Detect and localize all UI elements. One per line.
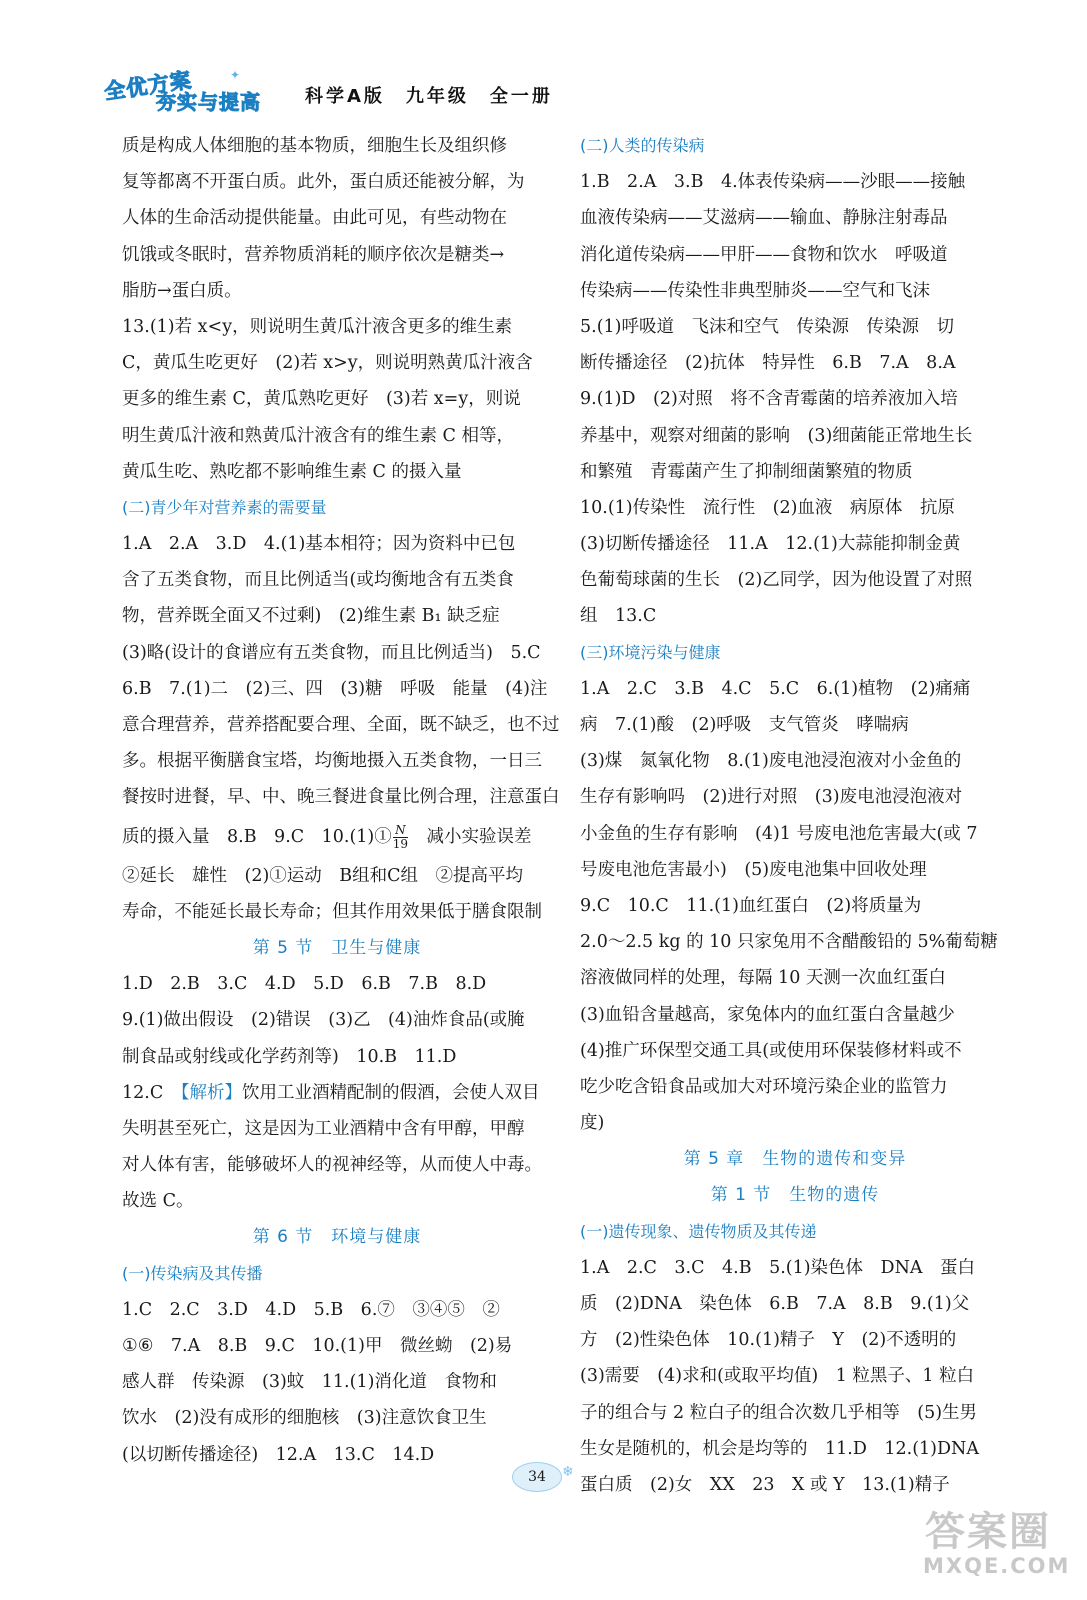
- fraction: [393, 824, 408, 851]
- answer-line: 病 7.(1)酸 (2)呼吸 支气管炎 哮喘病: [580, 715, 909, 735]
- answer-text: 12.C: [122, 1082, 181, 1103]
- answer-line: 组 13.C: [580, 606, 657, 627]
- answer-line: 方 (2)性染色体 10.(1)精子 Y (2)不透明的: [580, 1330, 957, 1351]
- watermark-title: 答案圈: [925, 1509, 1051, 1555]
- answer-text: 饮用工业酒精配制的假酒，会使人双目: [241, 1082, 540, 1103]
- answer-line: 9.(1)D (2)对照 将不含青霉菌的培养液加入培: [580, 389, 958, 410]
- answer-line: 度): [580, 1113, 605, 1134]
- watermark-url: MXQE.COM: [923, 1554, 1071, 1578]
- logo-sparkle-icon: ✦: [230, 68, 241, 82]
- answer-line: 明生黄瓜汁液和熟黄瓜汁液含有的维生素 C 相等，: [122, 425, 515, 446]
- answer-line: 餐按时进餐，早、中、晚三餐进食量比例合理，注意蛋白: [122, 787, 560, 808]
- answer-line: 传染病——传染性非典型肺炎——空气和飞沫: [580, 280, 930, 301]
- logo-line2: 夯实与提高: [156, 90, 261, 114]
- answer-line: 号废电池危害最小) (5)废电池集中回收处理: [580, 859, 927, 880]
- section-heading: (二)人类的传染病: [580, 136, 705, 155]
- answer-line: 含了五类食物，而且比例适当(或均衡地含有五类食: [122, 570, 514, 591]
- answer-line: 血液传染病——艾滋病——输血、静脉注射毒品: [580, 208, 948, 229]
- answer-line: 物，营养既全面又不过剩) (2)维生素 B₁ 缺乏症: [122, 606, 500, 627]
- answer-line: (3)切断传播途径 11.A 12.(1)大蒜能抑制金黄: [580, 534, 961, 555]
- book-subject: 科学A版 九年级 全一册: [305, 86, 553, 107]
- answer-line: 多。根据平衡膳食宝塔，均衡地摄入五类食物，一日三: [122, 751, 542, 772]
- answer-line: 断传播途径 (2)抗体 特异性 6.B 7.A 8.A: [580, 353, 956, 374]
- answer-line: 13.(1)若 x<y，则说明生黄瓜汁液含更多的维生素: [122, 316, 513, 337]
- answer-line: 5.(1)呼吸道 飞沫和空气 传染源 传染源 切: [580, 316, 954, 337]
- answer-line: 消化道传染病——甲肝——食物和饮水 呼吸道: [580, 244, 948, 265]
- answer-text: 质的摄入量 8.B 9.C 10.(1)①: [122, 826, 392, 847]
- answer-line: 2.0～2.5 kg 的 10 只家兔用不含醋酸铅的 5%葡萄糖: [580, 932, 998, 953]
- answer-line: 生存有影响吗 (2)进行对照 (3)废电池浸泡液对: [580, 787, 963, 808]
- answer-line: 1.D 2.B 3.C 4.D 5.D 6.B 7.B 8.D: [122, 974, 487, 995]
- chapter-title: 第 1 节 生物的遗传: [710, 1185, 880, 1206]
- answer-line: 复等都离不开蛋白质。此外，蛋白质还能被分解，为: [122, 172, 525, 193]
- answer-text: 减小实验误差: [409, 826, 532, 847]
- answer-line: 养基中，观察对细菌的影响 (3)细菌能正常地生长: [580, 425, 973, 446]
- answer-line: 1.A 2.C 3.B 4.C 5.C 6.(1)植物 (2)痛痛: [580, 678, 971, 699]
- page-number: 34: [512, 1462, 562, 1492]
- answer-line: 饮水 (2)没有成形的细胞核 (3)注意饮食卫生: [122, 1408, 487, 1429]
- answer-line: 生女是随机的，机会是均等的 11.D 12.(1)DNA: [580, 1438, 979, 1459]
- answer-line: 10.(1)传染性 流行性 (2)血液 病原体 抗原: [580, 497, 955, 518]
- answer-line: (3)煤 氮氧化物 8.(1)废电池浸泡液对小金鱼的: [580, 751, 962, 772]
- logo-line1: 全优方案: [102, 67, 194, 104]
- section-heading: (二)青少年对营养素的需要量: [122, 497, 327, 517]
- answer-line: 6.B 7.(1)二 (2)三、四 (3)糖 呼吸 能量 (4)注: [122, 678, 548, 699]
- answer-line: 制食品或射线或化学药剂等) 10.B 11.D: [122, 1046, 457, 1067]
- answer-line: 9.C 10.C 11.(1)血红蛋白 (2)将质量为: [580, 895, 922, 916]
- snowflake-icon: ❄: [562, 1464, 574, 1480]
- analysis-tag: 【解析】: [180, 1082, 242, 1103]
- chapter-title: 第 5 章 生物的遗传和变异: [683, 1149, 907, 1170]
- fraction-numerator: N: [393, 824, 408, 838]
- answer-line: [122, 816, 552, 858]
- page-number-badge: [512, 1462, 572, 1492]
- section-heading: (一)遗传现象、遗传物质及其传递: [580, 1221, 817, 1241]
- answer-line: 质 (2)DNA 染色体 6.B 7.A 8.B 9.(1)父: [580, 1294, 970, 1314]
- answer-line: 失明甚至死亡，这是因为工业酒精中含有甲醇，甲醇: [122, 1118, 525, 1139]
- answer-line: 1.A 2.C 3.C 4.B 5.(1)染色体 DNA 蛋白: [580, 1257, 976, 1278]
- answer-line: 吃少吃含铅食品或加大对环境污染企业的监管力: [580, 1076, 948, 1097]
- answer-line: [122, 1075, 552, 1111]
- answer-line: (3)略(设计的食谱应有五类食物，而且比例适当) 5.C: [122, 642, 541, 663]
- answer-line: 寿命，不能延长最长寿命；但其作用效果低于膳食限制: [122, 901, 542, 922]
- answer-line: 子的组合与 2 粒白子的组合次数几乎相等 (5)生男: [580, 1402, 978, 1423]
- answer-line: 9.(1)做出假设 (2)错误 (3)乙 (4)油炸食品(或腌: [122, 1010, 525, 1031]
- answer-line: 溶液做同样的处理，每隔 10 天测一次血红蛋白: [580, 968, 946, 989]
- answer-line: (4)推广环保型交通工具(或使用环保装修材料或不: [580, 1040, 962, 1061]
- answer-line: 故选 C。: [122, 1191, 194, 1212]
- answer-line: 脂肪→蛋白质。: [122, 280, 242, 301]
- answer-line: ①⑥ 7.A 8.B 9.C 10.(1)甲 微丝蚴 (2)易: [122, 1336, 513, 1356]
- chapter-title: 第 6 节 环境与健康: [252, 1227, 422, 1248]
- answer-line: 对人体有害，能够破坏人的视神经等，从而使人中毒。: [122, 1155, 542, 1176]
- watermark: [905, 1500, 1075, 1592]
- answer-line: 意合理营养，营养搭配要合理、全面，既不缺乏，也不过: [122, 715, 560, 735]
- answer-line: 1.B 2.A 3.B 4.体表传染病——沙眼——接触: [580, 172, 966, 193]
- answer-line: 黄瓜生吃、熟吃都不影响维生素 C 的摄入量: [122, 461, 462, 482]
- section-heading: (三)环境污染与健康: [580, 642, 721, 662]
- answer-line: ②延长 雄性 (2)①运动 B组和C组 ②提高平均: [122, 865, 524, 886]
- answer-line: 和繁殖 青霉菌产生了抑制细菌繁殖的物质: [580, 461, 913, 482]
- answer-line: (以切断传播途径) 12.A 13.C 14.D: [122, 1444, 435, 1465]
- section-heading: (一)传染病及其传播: [122, 1263, 263, 1283]
- answer-line: 人体的生命活动提供能量。由此可见，有些动物在: [122, 208, 507, 229]
- answer-line: 质是构成人体细胞的基本物质，细胞生长及组织修: [122, 136, 507, 156]
- answer-line: 小金鱼的生存有影响 (4)1 号废电池危害最大(或 7: [580, 823, 978, 844]
- answer-line: 蛋白质 (2)女 XX 23 X 或 Y 13.(1)精子: [580, 1474, 950, 1495]
- answer-line: 更多的维生素 C，黄瓜熟吃更好 (3)若 x=y，则说: [122, 389, 521, 410]
- answer-line: 饥饿或冬眠时，营养物质消耗的顺序依次是糖类→: [122, 244, 505, 265]
- answer-line: 1.A 2.A 3.D 4.(1)基本相符；因为资料中已包: [122, 534, 516, 555]
- fraction-denominator: 19: [392, 836, 409, 851]
- answer-line: 色葡萄球菌的生长 (2)乙同学，因为他设置了对照: [580, 570, 973, 591]
- page-header: [100, 66, 700, 116]
- answer-line: (3)需要 (4)求和(或取平均值) 1 粒黑子、1 粒白: [580, 1366, 975, 1387]
- chapter-title: 第 5 节 卫生与健康: [252, 937, 422, 958]
- left-column: [122, 128, 560, 1473]
- brand-logo: [100, 66, 285, 116]
- answer-line: 1.C 2.C 3.D 4.D 5.B 6.⑦ ③④⑤ ②: [122, 1299, 500, 1320]
- answer-line: 感人群 传染源 (3)蚊 11.(1)消化道 食物和: [122, 1372, 497, 1393]
- right-column: [580, 128, 1010, 1503]
- answer-line: (3)血铅含量越高，家兔体内的血红蛋白含量越少: [580, 1004, 955, 1025]
- answer-line: C，黄瓜生吃更好 (2)若 x>y，则说明熟黄瓜汁液含: [122, 353, 533, 374]
